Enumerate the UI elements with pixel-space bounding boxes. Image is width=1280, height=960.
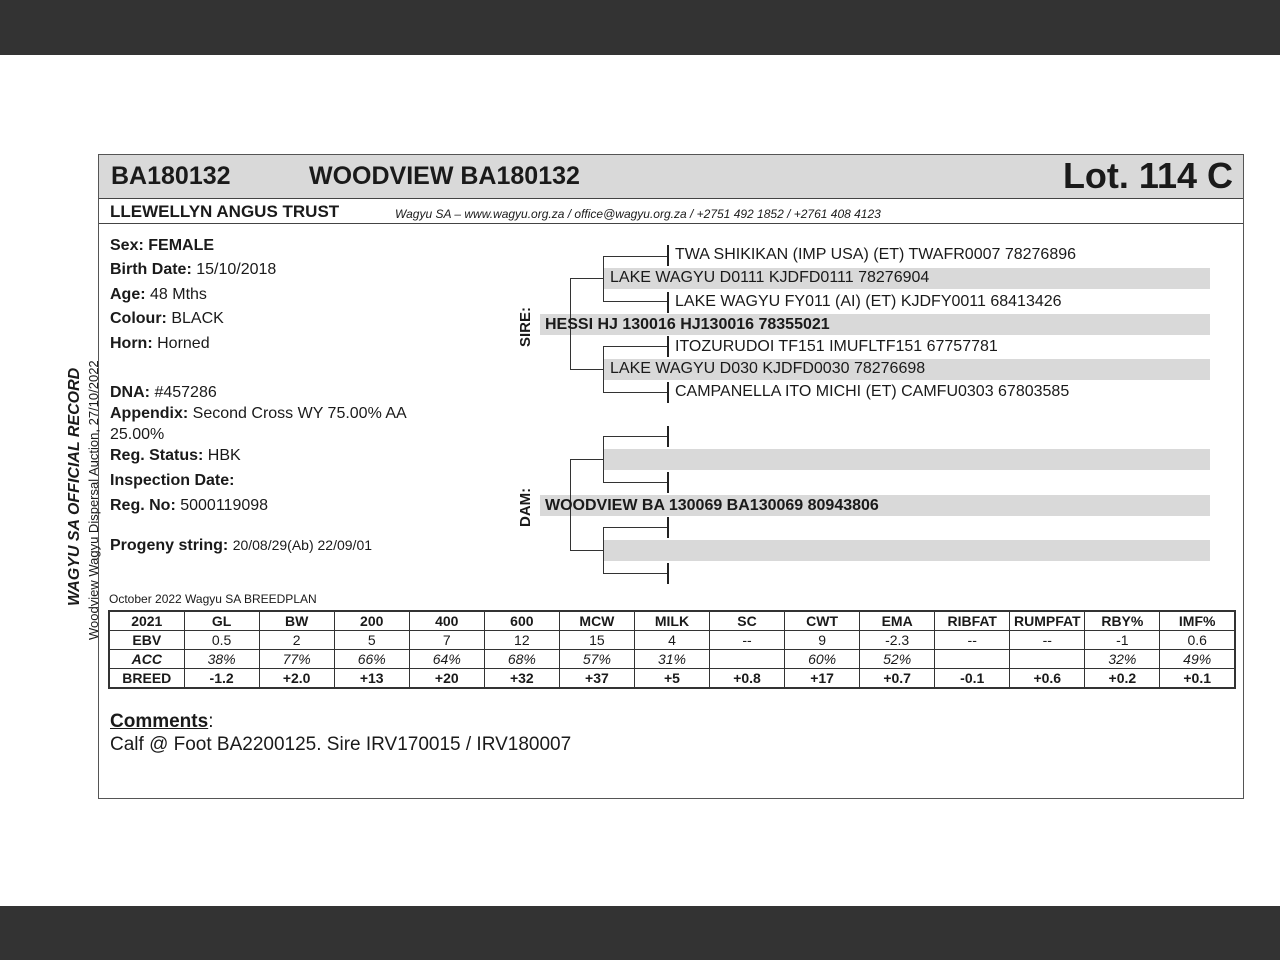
- breedplan-cell: +17: [785, 669, 860, 689]
- colour-label: Colour:: [110, 310, 167, 327]
- age-label: Age:: [110, 286, 146, 303]
- breedplan-header-cell: MCW: [559, 611, 634, 631]
- sex-label: Sex: FEMALE: [110, 237, 215, 254]
- age-value: 48 Mths: [150, 286, 207, 303]
- dam-dam-shade: [603, 540, 1210, 561]
- horn-field: [110, 335, 210, 353]
- inspection-date-label: Inspection Date:: [110, 472, 235, 489]
- breedplan-cell: -1.2: [184, 669, 259, 689]
- ssd-tick: [667, 292, 669, 313]
- breedplan-cell: +0.7: [860, 669, 935, 689]
- breedplan-cell: 4: [634, 631, 709, 650]
- breedplan-cell: [1010, 650, 1085, 669]
- breedplan-row: [109, 650, 1235, 669]
- auction-label: Woodview Wagyu Dispersal Auction, 27/10/2022: [86, 360, 101, 640]
- sire-dam-sire: ITOZURUDOI TF151 IMUFLTF151 67757781: [675, 338, 998, 355]
- breedplan-header-cell: 200: [334, 611, 409, 631]
- contact-info: Wagyu SA – www.wagyu.org.za / office@wagyu.org.za / +2751 492 1852 / +2761 408 4123: [395, 207, 881, 221]
- reg-no-value: 5000119098: [180, 497, 269, 514]
- breedplan-cell: 32%: [1085, 650, 1160, 669]
- comments-text: Calf @ Foot BA2200125. Sire IRV170015 / IRV180007: [110, 734, 572, 755]
- breedplan-cell: +20: [409, 669, 484, 689]
- sire-name: HESSI HJ 130016 HJ130016 78355021: [545, 316, 830, 333]
- breedplan-cell: [935, 650, 1010, 669]
- breedplan-cell: 0.6: [1160, 631, 1235, 650]
- breedplan-header-cell: 2021: [109, 611, 184, 631]
- breedplan-cell: 7: [409, 631, 484, 650]
- sex-field: [110, 237, 214, 255]
- breedplan-cell: 12: [484, 631, 559, 650]
- dd-bracket-bottom: [603, 573, 668, 574]
- breedplan-cell: --: [710, 631, 785, 650]
- breedplan-header-cell: CWT: [785, 611, 860, 631]
- animal-id: BA180132: [111, 162, 231, 190]
- breedplan-header-cell: MILK: [634, 611, 709, 631]
- reg-status-field: [110, 447, 241, 465]
- dsd-tick: [667, 472, 669, 493]
- dna-label: DNA:: [110, 384, 150, 401]
- sss-tick: [667, 245, 669, 266]
- birth-date-field: [110, 261, 276, 279]
- ds-bracket: [603, 436, 604, 483]
- appendix-label: Appendix:: [110, 405, 189, 422]
- breedplan-cell: +13: [334, 669, 409, 689]
- sd-bracket-bottom: [603, 392, 668, 393]
- breedplan-header-cell: BW: [259, 611, 334, 631]
- breedplan-header-cell: RBY%: [1085, 611, 1160, 631]
- comments-heading: Comments: [110, 711, 209, 732]
- sire-bracket-top: [570, 278, 603, 279]
- progeny-label: Progeny string:: [110, 537, 229, 554]
- breedplan-cell: 52%: [860, 650, 935, 669]
- dss-tick: [667, 426, 669, 447]
- colour-value: BLACK: [171, 310, 224, 327]
- breedplan-cell: 38%: [184, 650, 259, 669]
- breedplan-cell: 57%: [559, 650, 634, 669]
- breedplan-cell: +32: [484, 669, 559, 689]
- appendix-value: Second Cross WY 75.00% AA: [192, 405, 407, 422]
- breedplan-cell: -2.3: [860, 631, 935, 650]
- breedplan-row: [109, 631, 1235, 650]
- dam-sire-shade: [603, 449, 1210, 470]
- ss-bracket-bottom: [603, 301, 668, 302]
- breedplan-cell: 68%: [484, 650, 559, 669]
- breedplan-row-label: EBV: [109, 631, 184, 650]
- sire-sire-sire: TWA SHIKIKAN (IMP USA) (ET) TWAFR0007 78276896: [675, 246, 1077, 263]
- dam-bracket-bottom: [570, 550, 603, 551]
- breedplan-header-cell: 400: [409, 611, 484, 631]
- breedplan-header-cell: RIBFAT: [935, 611, 1010, 631]
- record-header: [99, 155, 1243, 199]
- breedplan-header-cell: GL: [184, 611, 259, 631]
- comments-label: Comments:: [110, 711, 214, 732]
- sds-tick: [667, 336, 669, 357]
- reg-status-label: Reg. Status:: [110, 447, 204, 464]
- reg-no-field: [110, 497, 268, 515]
- breedplan-cell: 31%: [634, 650, 709, 669]
- reg-status-value: HBK: [207, 447, 241, 464]
- dna-value: #457286: [154, 384, 217, 401]
- progeny-field: [110, 537, 372, 555]
- breedplan-cell: 5: [334, 631, 409, 650]
- dam-bracket-top: [570, 459, 603, 460]
- breedplan-cell: 66%: [334, 650, 409, 669]
- breedplan-cell: +0.1: [1160, 669, 1235, 689]
- ss-bracket: [603, 256, 604, 302]
- breedplan-cell: 49%: [1160, 650, 1235, 669]
- ds-bracket-top: [603, 436, 668, 437]
- breedplan-cell: 64%: [409, 650, 484, 669]
- breedplan-header-cell: RUMPFAT: [1010, 611, 1085, 631]
- dna-field: [110, 384, 217, 402]
- sire-sire-dam: LAKE WAGYU FY011 (AI) (ET) KJDFY0011 68413426: [675, 293, 1062, 310]
- dam-name: WOODVIEW BA 130069 BA130069 80943806: [545, 497, 879, 514]
- progeny-value: 20/08/29(Ab) 22/09/01: [232, 537, 373, 553]
- breedplan-caption: October 2022 Wagyu SA BREEDPLAN: [109, 592, 317, 606]
- breedplan-header-row: [109, 611, 1235, 631]
- breedplan-cell: +5: [634, 669, 709, 689]
- horn-value: Horned: [157, 335, 210, 352]
- official-record-label: WAGYU SA OFFICIAL RECORD: [66, 367, 83, 606]
- breedplan-cell: 15: [559, 631, 634, 650]
- breedplan-table: [108, 610, 1236, 689]
- sire-dam: LAKE WAGYU D030 KJDFD0030 78276698: [610, 360, 926, 377]
- dds-tick: [667, 517, 669, 538]
- sd-bracket-top: [603, 346, 668, 347]
- breedplan-cell: -1: [1085, 631, 1160, 650]
- reg-no-label: Reg. No:: [110, 497, 176, 514]
- sire-label: SIRE:: [517, 306, 534, 347]
- breedplan-cell: --: [935, 631, 1010, 650]
- breedplan-cell: 77%: [259, 650, 334, 669]
- breedplan-cell: +0.8: [710, 669, 785, 689]
- breedplan-row-label: ACC: [109, 650, 184, 669]
- breedplan-cell: 0.5: [184, 631, 259, 650]
- appendix-field: [110, 405, 407, 423]
- owner-row: [99, 199, 1243, 224]
- dd-bracket-top: [603, 527, 668, 528]
- breedplan-cell: 2: [259, 631, 334, 650]
- breedplan-cell: +0.2: [1085, 669, 1160, 689]
- dam-label: DAM:: [517, 487, 534, 527]
- sdd-tick: [667, 382, 669, 403]
- breedplan-row: [109, 669, 1235, 689]
- appendix-value-cont: 25.00%: [110, 426, 165, 443]
- ds-bracket-bottom: [603, 482, 668, 483]
- breedplan-cell: +37: [559, 669, 634, 689]
- breedplan-row-label: BREED: [109, 669, 184, 689]
- breedplan-cell: -0.1: [935, 669, 1010, 689]
- breedplan-cell: --: [1010, 631, 1085, 650]
- horn-label: Horn:: [110, 335, 153, 352]
- sire-sire: LAKE WAGYU D0111 KJDFD0111 78276904: [610, 269, 930, 286]
- breedplan-cell: 60%: [785, 650, 860, 669]
- owner-name: LLEWELLYN ANGUS TRUST: [110, 202, 340, 221]
- sire-dam-dam: CAMPANELLA ITO MICHI (ET) CAMFU0303 67803585: [675, 383, 1070, 400]
- colour-field: [110, 310, 224, 328]
- animal-name: WOODVIEW BA180132: [309, 162, 580, 190]
- sd-bracket: [603, 346, 604, 393]
- breedplan-header-cell: SC: [710, 611, 785, 631]
- ddd-tick: [667, 563, 669, 584]
- top-bar: [0, 0, 1280, 55]
- age-field: [110, 286, 207, 304]
- bottom-bar: [0, 906, 1280, 960]
- breedplan-header-cell: IMF%: [1160, 611, 1235, 631]
- inspection-date-field: [110, 472, 234, 490]
- breedplan-header-cell: 600: [484, 611, 559, 631]
- breedplan-cell: +2.0: [259, 669, 334, 689]
- dd-bracket: [603, 527, 604, 574]
- ss-bracket-top: [603, 256, 668, 257]
- breedplan-cell: +0.6: [1010, 669, 1085, 689]
- birth-date-label: Birth Date:: [110, 261, 192, 278]
- lot-number: Lot. 114 C: [1062, 155, 1233, 196]
- birth-date-value: 15/10/2018: [196, 261, 277, 278]
- breedplan-cell: [710, 650, 785, 669]
- breedplan-cell: 9: [785, 631, 860, 650]
- breedplan-header-cell: EMA: [860, 611, 935, 631]
- sire-bracket-bottom: [570, 369, 603, 370]
